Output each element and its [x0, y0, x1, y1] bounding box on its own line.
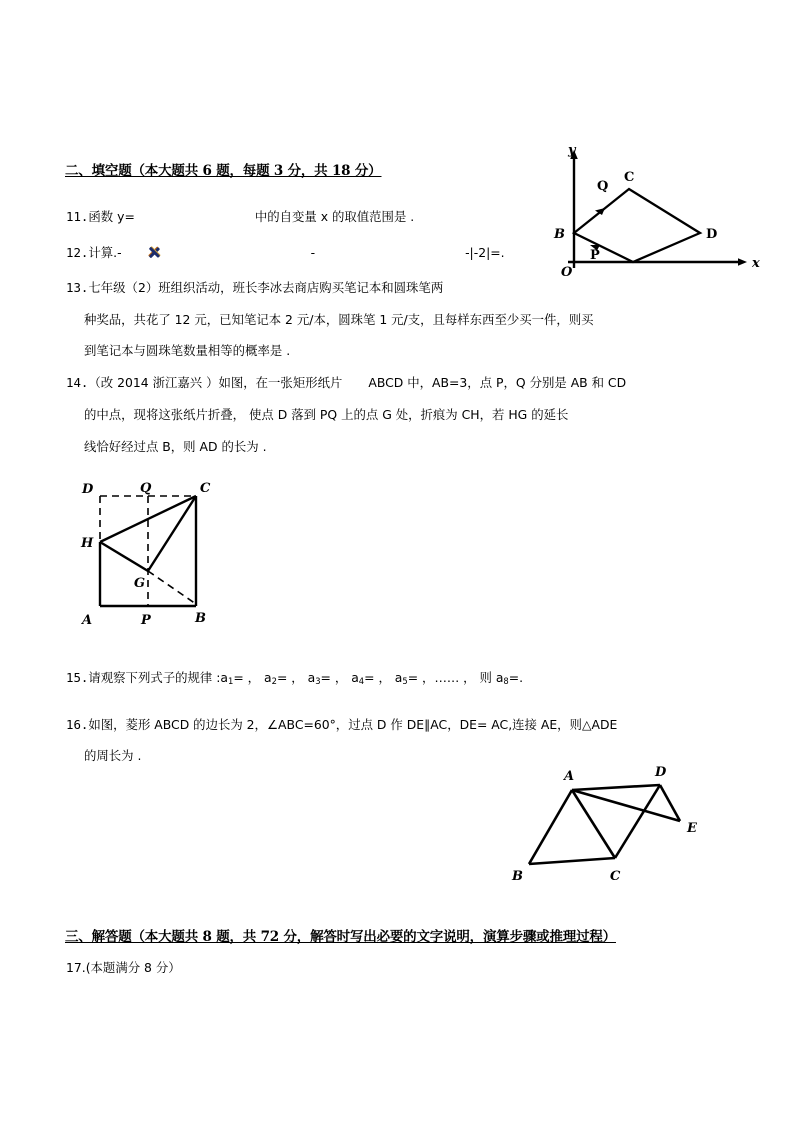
point-label-P: P — [590, 248, 600, 263]
q15-sub-1: 1 — [228, 675, 234, 686]
point-label-H: H — [81, 536, 94, 551]
rhombus-ade-figure — [500, 762, 710, 892]
vertex-label-E: E — [687, 821, 697, 836]
segment-HG — [100, 542, 148, 571]
question-14-line-2 — [84, 409, 568, 421]
question-16-line-1 — [66, 719, 617, 731]
section-heading-fill-in-blank — [65, 159, 381, 179]
q14-line1b: ABCD 中，AB=3，点 P，Q 分别是 AB 和 CD — [368, 375, 627, 390]
q15-number: 15. — [66, 670, 89, 685]
point-label-G: G — [134, 576, 146, 591]
question-12 — [66, 246, 505, 259]
q15-sub-3: 3 — [315, 675, 321, 686]
q14-line3: 线恰好经过点 B，则 AD 的长为 . — [84, 439, 267, 454]
rhombus-on-axes-figure — [548, 142, 778, 280]
question-16-line-2 — [84, 750, 141, 762]
q13-line2: 种奖品，共花了 12 元，已知笔记本 2 元/本，圆珠笔 1 元/支，且每样东西至少买一件，则买 — [84, 312, 594, 327]
segment-DA — [572, 785, 660, 790]
q15-sub-5: 5 — [402, 675, 408, 686]
section-solve-heading-text: 三、解答题（本大题共 8 题，共 72 分，解答时写出必要的文字说明，演算步骤或推理过程） — [65, 929, 616, 945]
q15-sub-2: 2 — [271, 675, 277, 686]
x-axis-arrow — [738, 258, 747, 266]
vertex-label-B: B — [554, 227, 565, 242]
question-17 — [66, 962, 181, 974]
rectangle-fold-figure — [78, 474, 238, 634]
vertex-label-D: D — [706, 227, 718, 242]
q13-number: 13. — [66, 280, 89, 295]
vertex-label-C: C — [610, 869, 621, 884]
q16-line1: 如图，菱形 ABCD 的边长为 2，∠ABC=60°，过点 D 作 DE∥AC，DE= AC,连接 AE，则△ADE — [88, 717, 618, 732]
question-13-line-3 — [84, 345, 290, 357]
q11-number: 11. — [66, 209, 89, 224]
q12-text-b: - — [310, 245, 316, 260]
q15-t5: = ，…… ， 则 a — [407, 670, 504, 685]
q13-line3: 到笔记本与圆珠笔数量相等的概率是 . — [84, 343, 291, 358]
axis-label-x: x — [752, 256, 760, 271]
vertex-label-D: D — [82, 482, 94, 497]
q15-t1: = ， a — [233, 670, 272, 685]
vertex-label-B: B — [195, 611, 206, 626]
section-heading-text: 二、填空题（本大题共 6 题，每题 3 分，共 18 分） — [65, 163, 382, 179]
q12-number: 12. — [66, 245, 89, 260]
question-11 — [66, 211, 414, 223]
axis-label-y: y — [568, 143, 576, 158]
segment-GB-dashed — [148, 571, 196, 604]
point-label-Q: Q — [597, 179, 609, 194]
vertex-label-B: B — [512, 869, 523, 884]
q15-sub-4: 4 — [358, 675, 365, 686]
q11-text-b: 中的自变量 x 的取值范围是 . — [254, 209, 415, 224]
question-14-line-3 — [84, 441, 267, 453]
q12-text-c: -|-2|=. — [465, 245, 505, 260]
question-13-line-1 — [66, 282, 443, 294]
segment-AB — [529, 790, 572, 864]
q15-sub-8: 8 — [503, 675, 509, 686]
question-14-line-1 — [66, 377, 626, 389]
q16-number: 16. — [66, 717, 89, 732]
segment-BC — [529, 858, 615, 864]
vertex-label-C: C — [624, 170, 635, 185]
vertex-label-C: C — [200, 481, 211, 496]
q15-text-a: 请观察下列式子的规律 :a — [88, 670, 229, 685]
q13-line1: 七年级（2）班组织活动，班长李冰去商店购买笔记本和圆珠笔两 — [88, 280, 444, 295]
q12-text-a: 计算.- — [88, 245, 122, 260]
q14-line2: 的中点，现将这张纸片折叠， 使点 D 落到 PQ 上的点 G 处，折痕为 CH，若 HG 的延长 — [84, 407, 569, 422]
q15-t4: = ， a — [364, 670, 403, 685]
q11-text-a: 函数 y= — [88, 209, 135, 224]
origin-label-O: O — [561, 265, 573, 280]
question-13-line-2 — [84, 314, 594, 326]
segment-CD — [615, 785, 660, 858]
q17-text: 17.(本题满分 8 分） — [66, 960, 181, 975]
vertex-label-A: A — [82, 613, 93, 628]
q16-line2: 的周长为 . — [84, 748, 142, 763]
q14-line1: （改 2014 浙江嘉兴 ）如图，在一张矩形纸片 — [88, 375, 343, 390]
q15-t2: = ， a — [276, 670, 316, 685]
section-heading-solve — [65, 925, 616, 945]
point-label-P: P — [141, 613, 151, 628]
q15-t3: = ， a — [320, 670, 359, 685]
vertex-label-A: A — [564, 769, 575, 784]
q14-number: 14. — [66, 375, 89, 390]
broken-image-icon — [148, 246, 161, 259]
point-label-Q: Q — [140, 481, 152, 496]
vertex-label-D: D — [655, 765, 667, 780]
q15-t6: =. — [508, 670, 524, 685]
question-15 — [66, 672, 523, 685]
